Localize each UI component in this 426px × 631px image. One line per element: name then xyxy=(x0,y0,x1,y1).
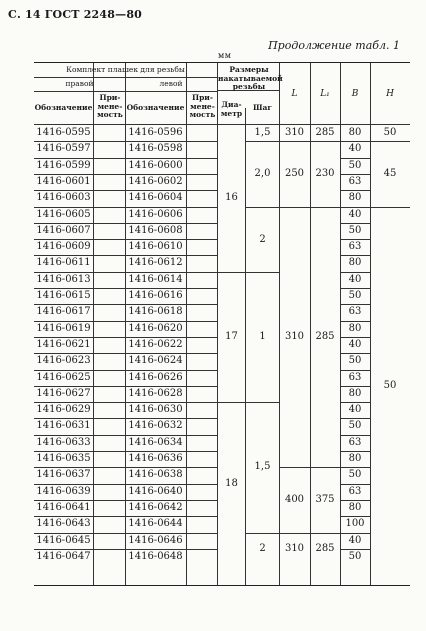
b-value: 50 xyxy=(348,290,362,301)
row-divider xyxy=(34,141,217,142)
row-divider xyxy=(34,288,217,289)
row-divider xyxy=(340,516,370,517)
b-value: 50 xyxy=(348,355,362,367)
row-divider xyxy=(340,223,370,224)
header-thread-sizes: Размеры накатываемой резьбы xyxy=(218,65,283,91)
designation-right: 1416-0599 xyxy=(36,159,91,171)
L-value: 400 xyxy=(284,494,305,506)
row-divider xyxy=(340,321,370,322)
row-divider xyxy=(34,451,217,452)
L-value: 310 xyxy=(284,330,305,342)
H-value: 45 xyxy=(383,168,397,180)
row-divider xyxy=(34,272,217,273)
b-value: 80 xyxy=(348,192,362,204)
row-divider xyxy=(34,533,217,534)
designation-left: 1416-0638 xyxy=(128,469,183,481)
header-H: H xyxy=(386,89,394,99)
designation-left: 1416-0636 xyxy=(128,453,183,464)
row-divider xyxy=(340,500,370,501)
b-value: 40 xyxy=(348,404,362,416)
length-divider xyxy=(279,141,340,142)
header-divider xyxy=(34,77,217,78)
L1-value: 285 xyxy=(315,127,335,138)
header-pitch: Шаг xyxy=(253,103,272,112)
h-divider xyxy=(370,141,410,142)
L1-value: 375 xyxy=(315,494,335,506)
designation-right: 1416-0605 xyxy=(36,208,91,220)
row-divider xyxy=(34,174,217,175)
b-value: 63 xyxy=(348,485,362,497)
row-divider xyxy=(34,402,217,403)
b-value: 50 xyxy=(348,420,362,432)
designation-left: 1416-0640 xyxy=(128,485,183,497)
designation-left: 1416-0598 xyxy=(128,143,183,155)
b-value: 63 xyxy=(348,175,362,187)
header-B: B xyxy=(351,89,359,99)
b-value: 63 xyxy=(348,306,362,318)
b-value: 80 xyxy=(348,453,362,464)
row-divider xyxy=(340,174,370,175)
designation-right: 1416-0637 xyxy=(36,469,91,481)
row-divider xyxy=(340,207,370,208)
row-divider xyxy=(34,418,217,419)
header-note-right: При- мене- мость xyxy=(97,93,123,119)
designation-right: 1416-0629 xyxy=(36,404,91,416)
row-divider xyxy=(340,533,370,534)
row-divider xyxy=(340,467,370,468)
b-value: 63 xyxy=(348,436,362,448)
row-divider xyxy=(34,239,217,240)
row-divider xyxy=(340,484,370,485)
b-value: 80 xyxy=(348,322,362,334)
header-right: правой xyxy=(65,79,94,88)
designation-left: 1416-0646 xyxy=(128,534,183,546)
row-divider xyxy=(34,321,217,322)
designation-right: 1416-0645 xyxy=(36,534,91,546)
row-divider xyxy=(34,190,217,191)
row-divider xyxy=(340,255,370,256)
pitch-value: 1,5 xyxy=(254,127,271,138)
designation-right: 1416-0625 xyxy=(36,371,91,383)
row-divider xyxy=(34,500,217,501)
b-value: 63 xyxy=(348,371,362,383)
H-value: 50 xyxy=(383,379,397,391)
designation-left: 1416-0612 xyxy=(128,257,183,269)
row-divider xyxy=(340,402,370,403)
row-divider xyxy=(34,484,217,485)
b-value: 40 xyxy=(348,338,362,350)
L1-value: 285 xyxy=(315,330,335,342)
H-value: 50 xyxy=(383,127,397,138)
designation-right: 1416-0609 xyxy=(36,241,91,253)
row-divider xyxy=(340,239,370,240)
diameter-value: 16 xyxy=(225,192,238,203)
designation-left: 1416-0608 xyxy=(128,224,183,236)
pitch-divider xyxy=(245,207,279,208)
designation-right: 1416-0611 xyxy=(36,257,91,269)
pitch-divider xyxy=(245,533,279,534)
b-value: 63 xyxy=(348,241,362,253)
designation-right: 1416-0633 xyxy=(36,436,91,448)
data-table xyxy=(34,62,410,586)
row-divider xyxy=(34,370,217,371)
row-divider xyxy=(340,386,370,387)
header-L1: L₁ xyxy=(320,89,330,99)
designation-right: 1416-0639 xyxy=(36,485,91,497)
row-divider xyxy=(340,370,370,371)
continuation-label: Продолжение табл. 1 xyxy=(268,39,400,52)
units-label: мм xyxy=(218,51,232,60)
row-divider xyxy=(34,386,217,387)
length-divider xyxy=(279,207,340,208)
designation-right: 1416-0641 xyxy=(36,501,91,513)
b-value: 80 xyxy=(348,257,362,269)
pitch-value: 1,5 xyxy=(254,461,271,473)
b-value: 40 xyxy=(348,534,362,546)
designation-left: 1416-0610 xyxy=(128,241,183,253)
designation-right: 1416-0595 xyxy=(36,127,91,138)
h-divider xyxy=(370,207,410,208)
length-divider xyxy=(279,467,340,468)
pitch-value: 2,0 xyxy=(254,168,271,180)
pitch-divider xyxy=(245,272,279,273)
L1-value: 285 xyxy=(315,542,335,554)
designation-right: 1416-0613 xyxy=(36,273,91,285)
header-left: левой xyxy=(159,79,183,88)
designation-left: 1416-0648 xyxy=(128,550,183,562)
designation-right: 1416-0601 xyxy=(36,175,91,187)
b-value: 40 xyxy=(348,143,362,155)
pitch-value: 2 xyxy=(259,233,266,245)
designation-right: 1416-0615 xyxy=(36,290,91,301)
pitch-divider xyxy=(245,141,279,142)
designation-left: 1416-0614 xyxy=(128,273,183,285)
designation-right: 1416-0597 xyxy=(36,143,91,155)
designation-left: 1416-0630 xyxy=(128,404,183,416)
row-divider xyxy=(340,304,370,305)
designation-right: 1416-0607 xyxy=(36,224,91,236)
designation-left: 1416-0642 xyxy=(128,501,183,513)
b-value: 80 xyxy=(348,127,362,138)
row-divider xyxy=(340,288,370,289)
page-header xyxy=(0,0,426,60)
designation-left: 1416-0604 xyxy=(128,192,183,204)
designation-right: 1416-0619 xyxy=(36,322,91,334)
designation-left: 1416-0634 xyxy=(128,436,183,448)
diameter-value: 18 xyxy=(225,478,238,490)
row-divider xyxy=(340,158,370,159)
b-value: 80 xyxy=(348,387,362,399)
row-divider xyxy=(340,141,370,142)
designation-right: 1416-0603 xyxy=(36,192,91,204)
diameter-divider xyxy=(217,272,245,273)
row-divider xyxy=(340,435,370,436)
b-value: 40 xyxy=(348,273,362,285)
row-divider xyxy=(34,223,217,224)
pitch-value: 2 xyxy=(259,542,266,554)
designation-left: 1416-0618 xyxy=(128,306,183,318)
row-divider xyxy=(34,516,217,517)
header-L: L xyxy=(291,89,298,99)
L-value: 250 xyxy=(284,168,305,180)
row-divider xyxy=(34,467,217,468)
length-divider xyxy=(279,533,340,534)
designation-left: 1416-0616 xyxy=(128,290,183,301)
b-value: 50 xyxy=(348,550,362,562)
designation-right: 1416-0623 xyxy=(36,355,91,367)
designation-left: 1416-0600 xyxy=(128,159,183,171)
b-value: 50 xyxy=(348,224,362,236)
row-divider xyxy=(340,418,370,419)
row-divider xyxy=(34,549,217,550)
designation-right: 1416-0631 xyxy=(36,420,91,432)
designation-left: 1416-0622 xyxy=(128,338,183,350)
designation-right: 1416-0617 xyxy=(36,306,91,318)
designation-left: 1416-0602 xyxy=(128,175,183,187)
b-value: 50 xyxy=(348,159,362,171)
designation-left: 1416-0606 xyxy=(128,208,183,220)
row-divider xyxy=(340,190,370,191)
L1-value: 230 xyxy=(315,168,335,180)
designation-left: 1416-0628 xyxy=(128,387,183,399)
designation-left: 1416-0624 xyxy=(128,355,183,367)
row-divider xyxy=(34,337,217,338)
header-diameter: Диа- метр xyxy=(220,100,243,118)
b-value: 100 xyxy=(345,518,365,530)
designation-left: 1416-0596 xyxy=(128,127,183,138)
designation-right: 1416-0621 xyxy=(36,338,91,350)
b-value: 50 xyxy=(348,469,362,481)
L-value: 310 xyxy=(284,127,305,138)
row-divider xyxy=(34,353,217,354)
designation-right: 1416-0627 xyxy=(36,387,91,399)
designation-left: 1416-0644 xyxy=(128,518,183,530)
designation-right: 1416-0635 xyxy=(36,453,91,464)
row-divider xyxy=(340,451,370,452)
designation-right: 1416-0643 xyxy=(36,518,91,530)
row-divider xyxy=(34,158,217,159)
header-designation-right: Обозначение xyxy=(34,103,93,112)
diameter-divider xyxy=(217,402,245,403)
designation-left: 1416-0632 xyxy=(128,420,183,432)
row-divider xyxy=(34,255,217,256)
b-value: 40 xyxy=(348,208,362,220)
L-value: 310 xyxy=(284,542,305,554)
header-kit: Комплект плашек для резьбы xyxy=(66,65,185,74)
designation-left: 1416-0620 xyxy=(128,322,183,334)
row-divider xyxy=(340,272,370,273)
header-designation-left: Обозначение xyxy=(126,103,185,112)
row-divider xyxy=(34,304,217,305)
page-number: С. 14 ГОСТ 2248—80 xyxy=(8,8,143,21)
row-divider xyxy=(340,549,370,550)
row-divider xyxy=(340,337,370,338)
diameter-value: 17 xyxy=(225,330,238,342)
header-divider xyxy=(34,91,217,92)
pitch-divider xyxy=(245,402,279,403)
b-value: 80 xyxy=(348,501,362,513)
row-divider xyxy=(34,435,217,436)
pitch-value: 1 xyxy=(259,330,266,342)
row-divider xyxy=(340,353,370,354)
header-note-left: При- мене- мость xyxy=(189,93,216,119)
row-divider xyxy=(34,207,217,208)
designation-right: 1416-0647 xyxy=(36,550,91,562)
designation-left: 1416-0626 xyxy=(128,371,183,383)
